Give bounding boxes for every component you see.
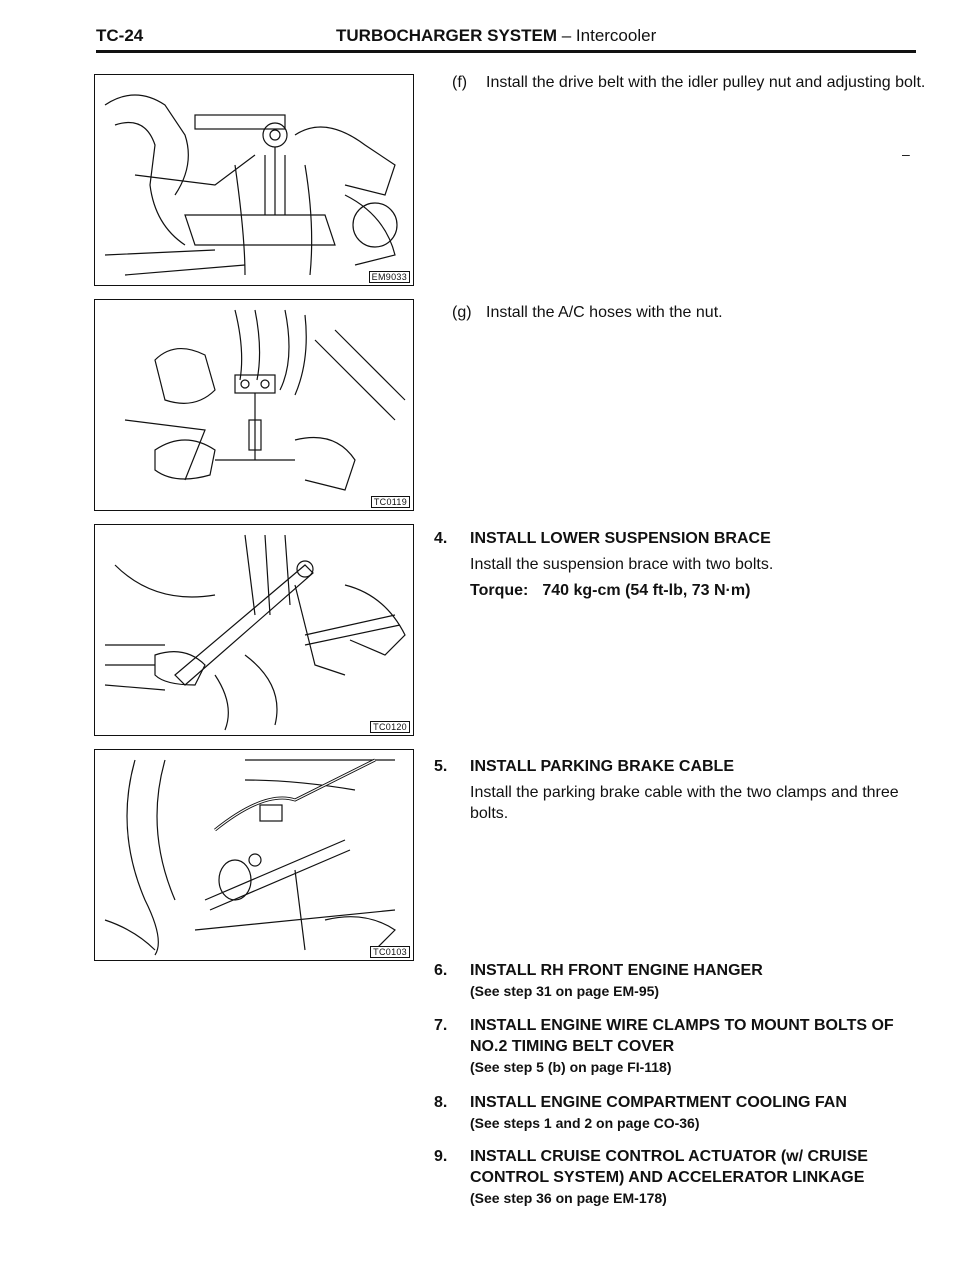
step-heading: INSTALL LOWER SUSPENSION BRACE — [470, 530, 771, 547]
torque-label: Torque: — [470, 582, 529, 599]
torque-value: 740 kg-cm (54 ft-lb, 73 N·m) — [542, 582, 751, 599]
step-body — [470, 528, 924, 601]
step-text: Install the suspension brace with two bolts. — [470, 556, 774, 573]
suspension-brace-drawing — [95, 525, 413, 735]
torque-spec — [470, 580, 924, 601]
step-heading: INSTALL ENGINE COMPARTMENT COOLING FAN — [470, 1094, 847, 1111]
section-title-main: TURBOCHARGER SYSTEM — [336, 26, 558, 45]
step-reference: (See step 36 on page EM-178) — [470, 1190, 667, 1206]
step-number: (f) — [452, 74, 468, 91]
step-number: 4. — [434, 530, 448, 547]
drive-belt-drawing — [95, 75, 413, 285]
step-reference: (See step 31 on page EM-95) — [470, 983, 660, 999]
figure-code: TC0119 — [371, 496, 410, 508]
ac-hoses-drawing — [95, 300, 413, 510]
step-body — [470, 1092, 924, 1134]
step-body — [470, 1015, 924, 1078]
step-text: Install the A/C hoses with the nut. — [486, 304, 723, 321]
illustration-parking-brake-cable — [94, 749, 414, 961]
step-body — [470, 1146, 924, 1209]
step-text: Install the drive belt with the idler pulley nut and adjusting bolt. — [486, 74, 926, 91]
step-heading: INSTALL ENGINE WIRE CLAMPS TO MOUNT BOLTS OF NO.2 TIMING BELT COVER — [470, 1017, 894, 1055]
parking-brake-cable-drawing — [95, 750, 413, 960]
illustration-ac-hoses — [94, 299, 414, 511]
figure-code: TC0120 — [370, 721, 410, 733]
step-heading: INSTALL PARKING BRAKE CABLE — [470, 758, 734, 775]
step-body — [470, 756, 924, 824]
header-rule — [96, 50, 916, 53]
illustration-drive-belt — [94, 74, 414, 286]
illustration-suspension-brace — [94, 524, 414, 736]
figure-code: EM9033 — [369, 271, 410, 283]
section-title-sub: – Intercooler — [557, 26, 657, 45]
step-number: (g) — [452, 304, 472, 321]
step-heading: INSTALL RH FRONT ENGINE HANGER — [470, 962, 763, 979]
step-body — [470, 960, 924, 1002]
step-number: 9. — [434, 1148, 448, 1165]
page-header — [96, 26, 916, 52]
step-reference: (See step 5 (b) on page FI-118) — [470, 1059, 672, 1075]
stray-mark: – — [902, 146, 910, 162]
step-number: 6. — [434, 962, 448, 979]
step-heading: INSTALL CRUISE CONTROL ACTUATOR (w/ CRUISE CONTROL SYSTEM) AND ACCELERATOR LINKAGE — [470, 1148, 868, 1186]
step-text: Install the parking brake cable with the two clamps and three bolts. — [470, 784, 899, 822]
figure-code: TC0103 — [370, 946, 410, 958]
step-reference: (See steps 1 and 2 on page CO-36) — [470, 1115, 700, 1131]
page-code: TC-24 — [96, 26, 144, 45]
step-number: 8. — [434, 1094, 448, 1111]
section-title — [336, 26, 656, 46]
step-number: 7. — [434, 1017, 448, 1034]
step-number: 5. — [434, 758, 448, 775]
